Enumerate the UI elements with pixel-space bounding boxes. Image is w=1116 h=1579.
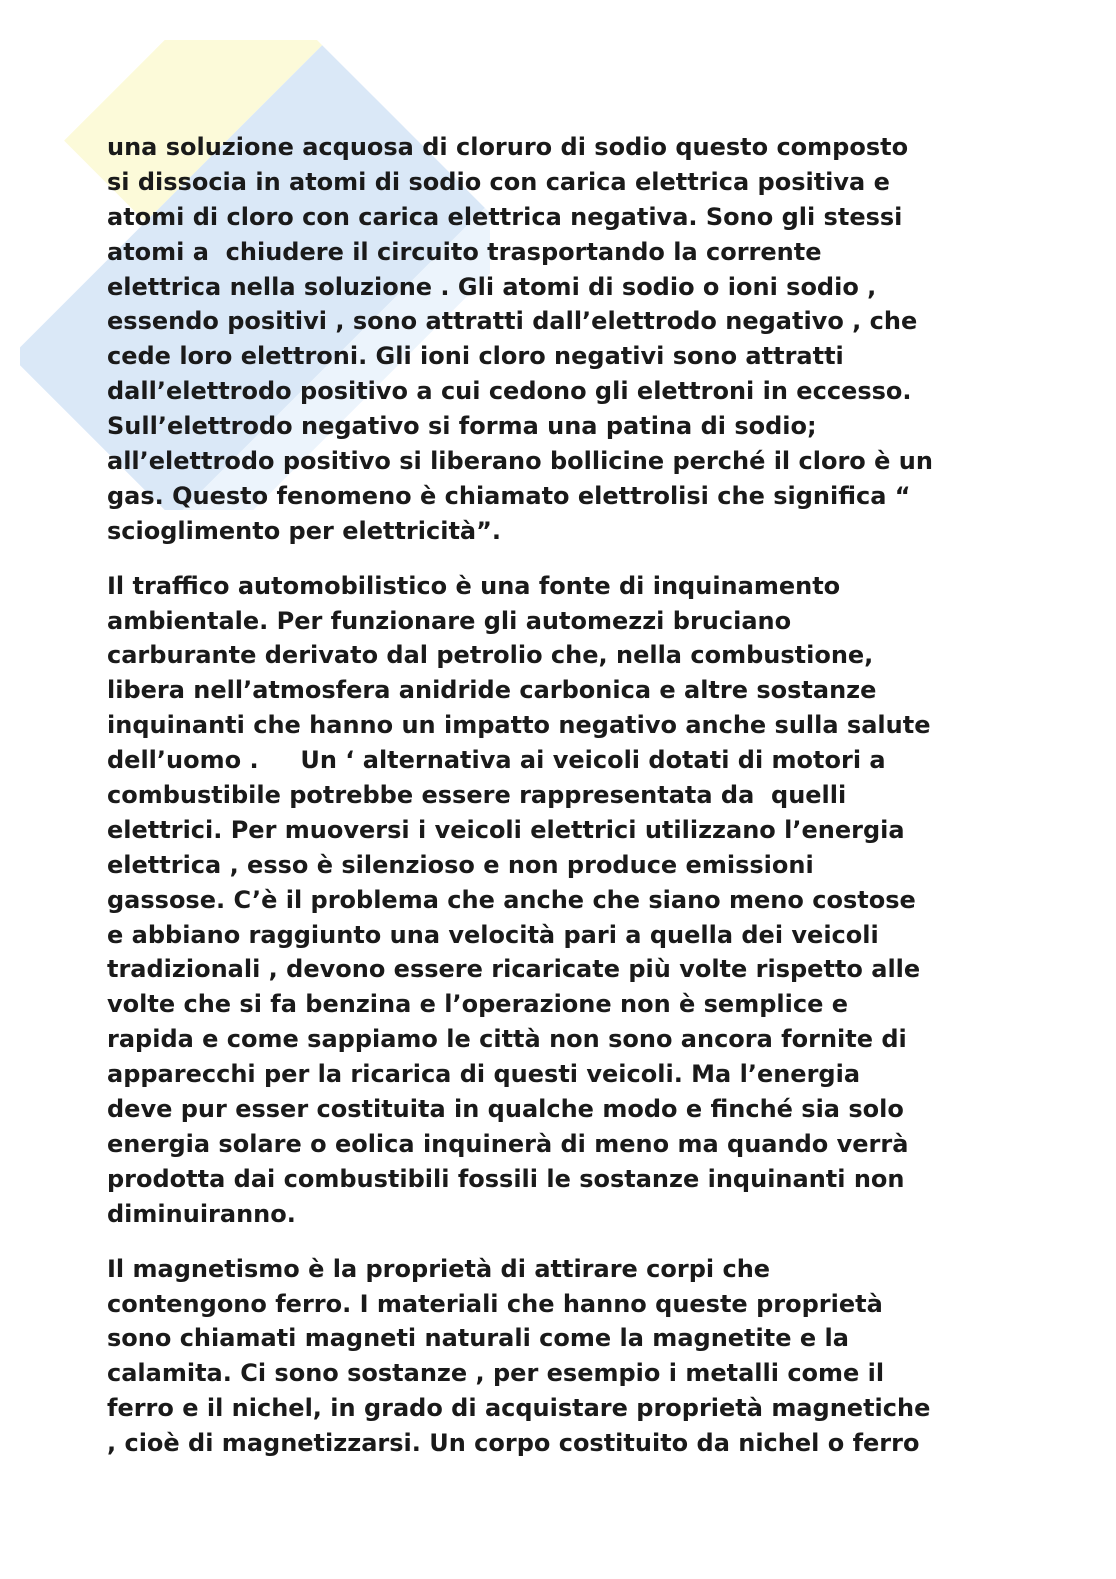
paragraph-spacer — [107, 1232, 1012, 1252]
text-line: ferro e il nichel, in grado di acquistare proprietà magnetiche — [107, 1394, 931, 1423]
text-line: elettrica nella soluzione . Gli atomi di sodio o ioni sodio , — [107, 272, 877, 301]
paragraph-electrolysis — [107, 130, 1012, 549]
text-line: elettrica , esso è silenzioso e non produce emissioni — [107, 850, 814, 879]
text-line: elettrici. Per muoversi i veicoli elettrici utilizzano l’energia — [107, 815, 905, 844]
paragraph-traffic-pollution — [107, 569, 1012, 1232]
text-line: dall’elettrodo positivo a cui cedono gli elettroni in eccesso. — [107, 377, 912, 406]
text-line: dell’uomo . Un ‘ alternativa ai veicoli dotati di motori a — [107, 746, 886, 775]
text-line: si dissocia in atomi di sodio con carica elettrica positiva e — [107, 167, 890, 196]
text-line: all’elettrodo positivo si liberano bollicine perché il cloro è un — [107, 447, 933, 476]
text-line: combustibile potrebbe essere rappresentata da quelli — [107, 781, 847, 810]
text-line: cede loro elettroni. Gli ioni cloro negativi sono attratti — [107, 342, 844, 371]
text-line: gassose. C’è il problema che anche che siano meno costose — [107, 885, 916, 914]
paragraph-magnetism — [107, 1252, 1012, 1461]
text-line: Il magnetismo è la proprietà di attirare corpi che — [107, 1254, 771, 1283]
paragraph-spacer — [107, 549, 1012, 569]
text-line: diminuiranno. — [107, 1199, 296, 1228]
text-line: energia solare o eolica inquinerà di meno ma quando verrà — [107, 1129, 909, 1158]
text-line: ambientale. Per funzionare gli automezzi bruciano — [107, 606, 792, 635]
text-line: calamita. Ci sono sostanze , per esempio i metalli come il — [107, 1359, 885, 1388]
document-body — [107, 130, 1012, 1461]
text-line: Il traffico automobilistico è una fonte di inquinamento — [107, 571, 841, 600]
text-line: gas. Questo fenomeno è chiamato elettrolisi che significa “ — [107, 481, 911, 510]
text-line: carburante derivato dal petrolio che, nella combustione, — [107, 641, 874, 670]
text-line: sono chiamati magneti naturali come la magnetite e la — [107, 1324, 849, 1353]
text-line: rapida e come sappiamo le città non sono ancora fornite di — [107, 1025, 907, 1054]
text-line: e abbiano raggiunto una velocità pari a quella dei veicoli — [107, 920, 879, 949]
text-line: atomi a chiudere il circuito trasportando la corrente — [107, 237, 822, 266]
text-line: essendo positivi , sono attratti dall’elettrodo negativo , che — [107, 307, 918, 336]
text-line: prodotta dai combustibili fossili le sostanze inquinanti non — [107, 1164, 905, 1193]
text-line: una soluzione acquosa di cloruro di sodio questo composto — [107, 133, 909, 161]
text-line: tradizionali , devono essere ricaricate più volte rispetto alle — [107, 955, 921, 984]
text-line: atomi di cloro con carica elettrica negativa. Sono gli stessi — [107, 202, 903, 231]
text-line: Sull’elettrodo negativo si forma una patina di sodio; — [107, 412, 817, 441]
text-line: deve pur esser costituita in qualche modo e finché sia solo — [107, 1095, 904, 1124]
text-line: , cioè di magnetizzarsi. Un corpo costituito da nichel o ferro — [107, 1429, 920, 1458]
text-line: scioglimento per elettricità”. — [107, 516, 501, 545]
text-line: apparecchi per la ricarica di questi veicoli. Ma l’energia — [107, 1060, 861, 1089]
text-line: contengono ferro. I materiali che hanno queste proprietà — [107, 1289, 883, 1318]
text-line: libera nell’atmosfera anidride carbonica e altre sostanze — [107, 676, 877, 705]
text-line: inquinanti che hanno un impatto negativo anche sulla salute — [107, 711, 931, 740]
text-line: volte che si fa benzina e l’operazione non è semplice e — [107, 990, 848, 1019]
